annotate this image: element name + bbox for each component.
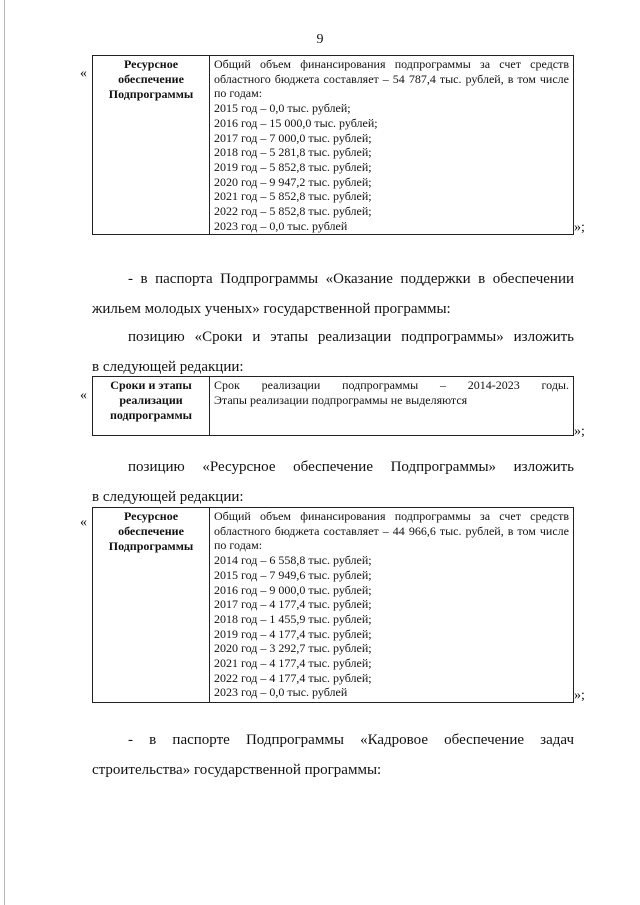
close-quote-3: »;: [574, 688, 585, 703]
year-line: 2014 год – 6 558,8 тыс. рублей;: [214, 553, 372, 568]
label-cell-2: [93, 377, 210, 436]
label-line: Сроки и этапы: [110, 378, 192, 392]
value-cell-3: [210, 508, 574, 703]
year-line: 2021 год – 5 852,8 тыс. рублей;: [214, 189, 372, 204]
scan-edge-line: [4, 0, 5, 905]
year-line: 2016 год – 15 000,0 тыс. рублей;: [214, 115, 378, 130]
terms-line: Срок реализации подпрограммы – 2014-2023 годы.: [214, 378, 569, 392]
label-line: обеспечение: [118, 72, 184, 86]
year-line: 2017 год – 4 177,4 тыс. рублей;: [214, 597, 372, 612]
year-line: 2020 год – 9 947,2 тыс. рублей;: [214, 174, 372, 189]
year-line: 2018 год – 5 281,8 тыс. рублей;: [214, 145, 372, 160]
paragraph-line: в следующей редакции:: [92, 489, 244, 505]
label-line: Ресурсное: [123, 509, 179, 523]
funding-intro: Общий объем финансирования подпрограммы за счет средств областного бюджета составляет – 44 966,6 тыс. рублей, в том числе по годам:: [214, 509, 569, 553]
open-quote-3: «: [80, 515, 87, 530]
paragraph-line: в следующей редакции:: [92, 359, 244, 375]
year-line: 2020 год – 3 292,7 тыс. рублей;: [214, 641, 372, 656]
resource-table-1: [92, 55, 574, 235]
label-line: Подпрограммы: [108, 539, 194, 553]
paragraph-line: позицию «Ресурсное обеспечение Подпрограммы» изложить: [128, 459, 574, 475]
year-line: 2021 год – 4 177,4 тыс. рублей;: [214, 656, 372, 671]
value-cell-1: [210, 56, 574, 235]
close-quote-1: »;: [574, 220, 585, 235]
open-quote-1: «: [80, 66, 87, 81]
terms-table: [92, 376, 574, 436]
resource-table-2: [92, 507, 574, 703]
year-line: 2022 год – 4 177,4 тыс. рублей;: [214, 670, 372, 685]
year-line: 2023 год – 0,0 тыс. рублей: [214, 685, 348, 700]
paragraph-line: жильем молодых ученых» государственной программы:: [92, 301, 451, 317]
open-quote-2: «: [80, 388, 87, 403]
value-cell-2: [210, 377, 574, 436]
label-cell-3: [93, 508, 210, 703]
year-line: 2015 год – 0,0 тыс. рублей;: [214, 101, 351, 116]
label-line: Ресурсное: [123, 57, 179, 71]
paragraph-line: позицию «Сроки и этапы реализации подпрограммы» изложить: [128, 329, 574, 345]
page-number: 9: [316, 32, 324, 47]
paragraph-amendment-1: [92, 264, 574, 324]
funding-intro: Общий объем финансирования подпрограммы за счет средств областного бюджета составляет – 54 787,4 тыс. рублей, в том числе по годам:: [214, 57, 569, 101]
paragraph-line: - в паспорте Подпрограммы «Кадровое обеспечение задач: [128, 732, 574, 748]
close-quote-2: »;: [574, 424, 585, 439]
year-line: 2015 год – 7 949,6 тыс. рублей;: [214, 567, 372, 582]
label-line: реализации: [119, 393, 183, 407]
label-cell-1: [93, 56, 210, 235]
paragraph-line: строительства» государственной программы:: [92, 762, 382, 778]
year-line: 2017 год – 7 000,0 тыс. рублей;: [214, 130, 372, 145]
year-line: 2018 год – 1 455,9 тыс. рублей;: [214, 611, 372, 626]
label-line: Подпрограммы: [108, 87, 194, 101]
paragraph-line: - в паспорта Подпрограммы «Оказание поддержки в обеспечении: [128, 271, 574, 287]
paragraph-position-2: [92, 452, 574, 512]
label-line: подпрограммы: [109, 408, 193, 422]
year-line: 2022 год – 5 852,8 тыс. рублей;: [214, 204, 372, 219]
terms-line: Этапы реализации подпрограммы не выделяются: [214, 392, 468, 407]
paragraph-position-1: [92, 322, 574, 382]
year-line: 2019 год – 5 852,8 тыс. рублей;: [214, 159, 372, 174]
year-line: 2019 год – 4 177,4 тыс. рублей;: [214, 626, 372, 641]
paragraph-amendment-2: [92, 725, 574, 785]
year-line: 2016 год – 9 000,0 тыс. рублей;: [214, 582, 372, 597]
label-line: обеспечение: [118, 524, 184, 538]
year-line: 2023 год – 0,0 тыс. рублей: [214, 218, 348, 233]
